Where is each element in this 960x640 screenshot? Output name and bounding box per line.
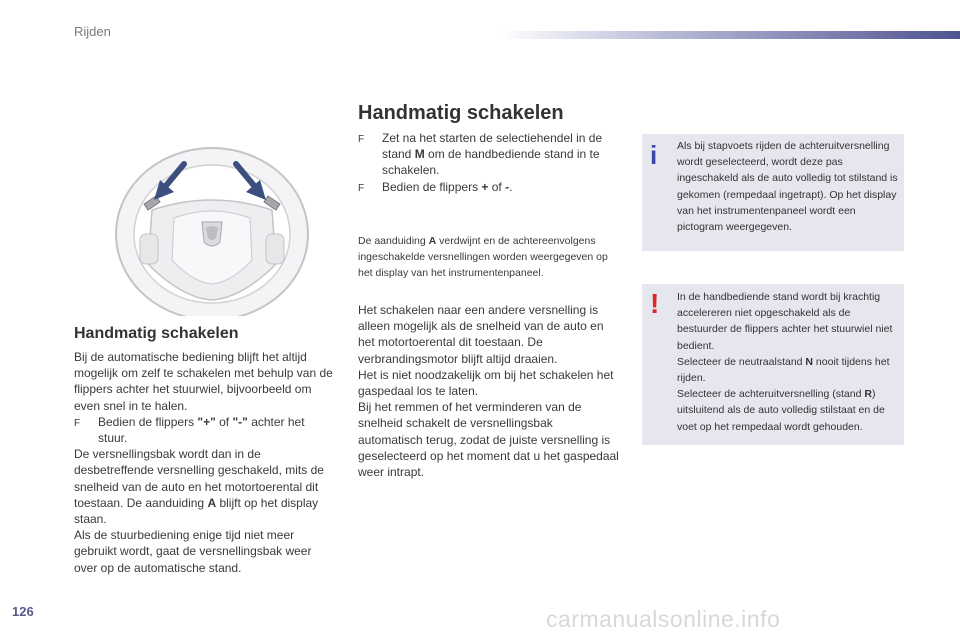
steering-wheel-illustration [112,138,312,316]
left-paragraph-2: De versnellingsbak wordt dan in de desbetreffende versnelling geschakeld, mits de snelheid van de auto en het motortoerental dit toestaan. De aanduiding A blijft op het display staan. [74,447,324,527]
left-heading: Handmatig schakelen [74,325,239,342]
brand-logo-icon [202,222,222,246]
bullet-marker: F [358,182,365,194]
bullet-marker: F [74,417,81,429]
info-icon: i [650,140,658,170]
section-title: Rijden [74,24,111,39]
middle-bullet-1: F Zet na het starten de selectiehendel in de stand M om de handbediende stand in te schakelen. [358,131,603,178]
left-body [74,349,336,576]
left-bullet-text: Bedien de flippers "+" of "-" achter het stuur. [98,414,305,446]
warning-box [642,284,904,445]
middle-paragraph-2: Het is niet noodzakelijk om bij het schakelen het gaspedaal los te laten. [358,367,614,399]
warning-text [677,289,899,435]
warning-paragraph-2: Selecteer de neutraalstand N nooit tijdens het rijden. [677,355,890,385]
info-box [642,134,904,251]
main-heading: Handmatig schakelen [358,102,564,124]
middle-bullets [358,130,618,197]
left-paragraph-3: Als de stuurbediening enige tijd niet meer gebruikt wordt, gaat de versnellingsbak weer over op de automatische stand. [74,528,312,575]
middle-paragraph-3: Bij het remmen of het verminderen van de snelheid schakelt de versnellingsbak automatisch terug, zodat de juiste versnelling is geselecteerd op het moment dat u het gaspedaal weer intrapt. [358,400,619,480]
watermark: carmanualsonline.info [546,606,781,632]
warning-paragraph-3: Selecteer de achteruitversnelling (stand R) uitsluitend als de auto volledig stilstaat en de voet op het rempedaal wordt gehouden. [677,388,885,433]
warning-icon: ! [650,288,660,319]
left-bullet [74,414,336,446]
left-button-panel [140,234,158,264]
page-number: 126 [12,604,34,619]
left-intro: Bij de automatische bediening blijft het altijd mogelijk om zelf te schakelen met behulp van de flippers achter het stuurwiel, bijvoorbeeld om even snel in te halen. [74,350,333,413]
middle-bullet-2: F Bedien de flippers + of -. [358,179,618,197]
middle-paragraph-1: Het schakelen naar een andere versnelling is alleen mogelijk als de snelheid van de auto en het motortoerental dit toestaan. De verbrandingsmotor blijft altijd draaien. [358,303,604,366]
bullet-marker: F [358,134,365,145]
right-button-panel [266,234,284,264]
warning-paragraph-1: In de handbediende stand wordt bij krachtig accelereren niet opgeschakeld als de bestuurder de flippers achter het stuurwiel niet bedient. [677,291,893,352]
header-bar [500,31,960,39]
info-text: Als bij stapvoets rijden de achteruitversnelling wordt geselecteerd, wordt deze pas ingeschakeld als de auto volledig tot stilstand is gekomen (rempedaal ingetrapt). Op het display van het instrumentenpaneel wordt een pictogram weergegeven. [677,140,898,234]
display-note: De aanduiding A verdwijnt en de achtereenvolgens ingeschakelde versnellingen worden weergegeven op het display van het instrumentenpaneel. [358,235,608,279]
middle-body [358,302,620,480]
